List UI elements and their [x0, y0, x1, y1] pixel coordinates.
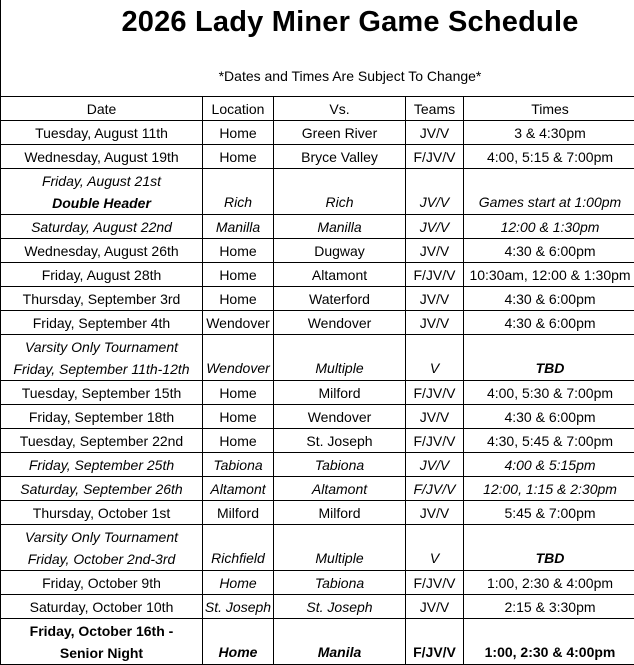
teams-cell: JV/V: [406, 405, 464, 429]
teams-cell: JV/V: [406, 215, 464, 239]
table-row: [1, 381, 634, 405]
opponent-cell: Multiple: [274, 525, 406, 571]
location-cell: Home: [203, 571, 274, 595]
opponent-cell: Tabiona: [274, 571, 406, 595]
date-cell: [1, 525, 203, 571]
opponent-cell: Wendover: [274, 311, 406, 335]
table-row: [1, 263, 634, 287]
opponent-cell: Milford: [274, 381, 406, 405]
location-cell: Home: [203, 263, 274, 287]
date-cell: Saturday, September 26th: [1, 477, 203, 501]
times-cell: 3 & 4:30pm: [464, 121, 634, 145]
opponent-cell: Bryce Valley: [274, 145, 406, 169]
location-cell: Rich: [203, 169, 274, 215]
location-cell: Altamont: [203, 477, 274, 501]
teams-cell: F/JV/V: [406, 429, 464, 453]
opponent-cell: Wendover: [274, 405, 406, 429]
schedule-table: [0, 96, 634, 665]
column-header-vs: Vs.: [274, 97, 406, 121]
times-cell: 1:00, 2:30 & 4:00pm: [464, 619, 634, 665]
date-text: Friday, August 21st: [1, 170, 202, 192]
opponent-cell: Altamont: [274, 477, 406, 501]
times-cell: 4:00, 5:15 & 7:00pm: [464, 145, 634, 169]
opponent-cell: Dugway: [274, 239, 406, 263]
table-row: [1, 405, 634, 429]
times-cell: 5:45 & 7:00pm: [464, 501, 634, 525]
location-cell: Home: [203, 619, 274, 665]
teams-cell: F/JV/V: [406, 619, 464, 665]
times-cell: TBD: [464, 335, 634, 381]
teams-cell: F/JV/V: [406, 571, 464, 595]
times-cell: 4:30 & 6:00pm: [464, 287, 634, 311]
table-row: [1, 239, 634, 263]
date-cell: Friday, September 25th: [1, 453, 203, 477]
date-cell: Friday, August 28th: [1, 263, 203, 287]
opponent-cell: St. Joseph: [274, 595, 406, 619]
date-cell: Friday, October 9th: [1, 571, 203, 595]
times-cell: Games start at 1:00pm: [464, 169, 634, 215]
teams-cell: JV/V: [406, 239, 464, 263]
location-cell: Home: [203, 287, 274, 311]
location-cell: Home: [203, 429, 274, 453]
schedule-disclaimer: *Dates and Times Are Subject To Change*: [0, 68, 634, 84]
location-cell: Milford: [203, 501, 274, 525]
times-cell: 4:30, 5:45 & 7:00pm: [464, 429, 634, 453]
table-row: [1, 169, 634, 215]
times-cell: 4:00 & 5:15pm: [464, 453, 634, 477]
times-cell: 4:00, 5:30 & 7:00pm: [464, 381, 634, 405]
teams-cell: V: [406, 335, 464, 381]
location-cell: Manilla: [203, 215, 274, 239]
date-cell: Thursday, September 3rd: [1, 287, 203, 311]
date-cell: Tuesday, September 15th: [1, 381, 203, 405]
column-header-location: Location: [203, 97, 274, 121]
teams-cell: JV/V: [406, 287, 464, 311]
teams-cell: F/JV/V: [406, 477, 464, 501]
table-row: [1, 595, 634, 619]
date-cell: Thursday, October 1st: [1, 501, 203, 525]
opponent-cell: St. Joseph: [274, 429, 406, 453]
location-cell: Wendover: [203, 335, 274, 381]
date-cell: Wednesday, August 19th: [1, 145, 203, 169]
table-row: [1, 215, 634, 239]
location-cell: St. Joseph: [203, 595, 274, 619]
location-cell: Home: [203, 145, 274, 169]
teams-cell: JV/V: [406, 501, 464, 525]
table-row: [1, 121, 634, 145]
double-header-label: Double Header: [1, 192, 202, 214]
date-cell: Saturday, October 10th: [1, 595, 203, 619]
date-cell: Saturday, August 22nd: [1, 215, 203, 239]
teams-cell: JV/V: [406, 453, 464, 477]
date-cell: Tuesday, August 11th: [1, 121, 203, 145]
table-row: [1, 571, 634, 595]
date-cell: Friday, September 18th: [1, 405, 203, 429]
opponent-cell: Manila: [274, 619, 406, 665]
table-row: [1, 145, 634, 169]
times-cell: 12:00 & 1:30pm: [464, 215, 634, 239]
date-text: Friday, October 2nd-3rd: [1, 548, 202, 570]
times-cell: 12:00, 1:15 & 2:30pm: [464, 477, 634, 501]
opponent-cell: Manilla: [274, 215, 406, 239]
opponent-cell: Green River: [274, 121, 406, 145]
location-cell: Richfield: [203, 525, 274, 571]
date-cell: Wednesday, August 26th: [1, 239, 203, 263]
date-cell: Tuesday, September 22nd: [1, 429, 203, 453]
teams-cell: JV/V: [406, 595, 464, 619]
times-cell: 1:00, 2:30 & 4:00pm: [464, 571, 634, 595]
location-cell: Home: [203, 239, 274, 263]
opponent-cell: Rich: [274, 169, 406, 215]
table-row: [1, 453, 634, 477]
date-cell: Friday, September 4th: [1, 311, 203, 335]
table-row: [1, 335, 634, 381]
tournament-label: Varsity Only Tournament: [1, 526, 202, 548]
column-header-times: Times: [464, 97, 634, 121]
column-header-date: Date: [1, 97, 203, 121]
tournament-label: Varsity Only Tournament: [1, 336, 202, 358]
times-cell: 10:30am, 12:00 & 1:30pm: [464, 263, 634, 287]
location-cell: Tabiona: [203, 453, 274, 477]
teams-cell: F/JV/V: [406, 381, 464, 405]
column-header-teams: Teams: [406, 97, 464, 121]
location-cell: Home: [203, 121, 274, 145]
location-cell: Home: [203, 405, 274, 429]
date-cell: [1, 335, 203, 381]
teams-cell: JV/V: [406, 311, 464, 335]
table-row: [1, 477, 634, 501]
table-row: [1, 287, 634, 311]
table-row: [1, 525, 634, 571]
senior-night-label: Senior Night: [1, 642, 202, 664]
teams-cell: F/JV/V: [406, 263, 464, 287]
date-cell: [1, 169, 203, 215]
times-cell: TBD: [464, 525, 634, 571]
teams-cell: JV/V: [406, 169, 464, 215]
table-row: [1, 501, 634, 525]
opponent-cell: Altamont: [274, 263, 406, 287]
opponent-cell: Tabiona: [274, 453, 406, 477]
times-cell: 4:30 & 6:00pm: [464, 239, 634, 263]
page-title: 2026 Lady Miner Game Schedule: [0, 6, 634, 39]
location-cell: Home: [203, 381, 274, 405]
table-header-row: [1, 97, 634, 121]
table-row: [1, 429, 634, 453]
opponent-cell: Milford: [274, 501, 406, 525]
times-cell: 4:30 & 6:00pm: [464, 311, 634, 335]
teams-cell: F/JV/V: [406, 145, 464, 169]
table-row: [1, 311, 634, 335]
opponent-cell: Waterford: [274, 287, 406, 311]
teams-cell: V: [406, 525, 464, 571]
times-cell: 2:15 & 3:30pm: [464, 595, 634, 619]
date-text: Friday, October 16th -: [1, 620, 202, 642]
table-row: [1, 619, 634, 665]
times-cell: 4:30 & 6:00pm: [464, 405, 634, 429]
opponent-cell: Multiple: [274, 335, 406, 381]
date-cell: [1, 619, 203, 665]
teams-cell: JV/V: [406, 121, 464, 145]
date-text: Friday, September 11th-12th: [1, 358, 202, 380]
location-cell: Wendover: [203, 311, 274, 335]
